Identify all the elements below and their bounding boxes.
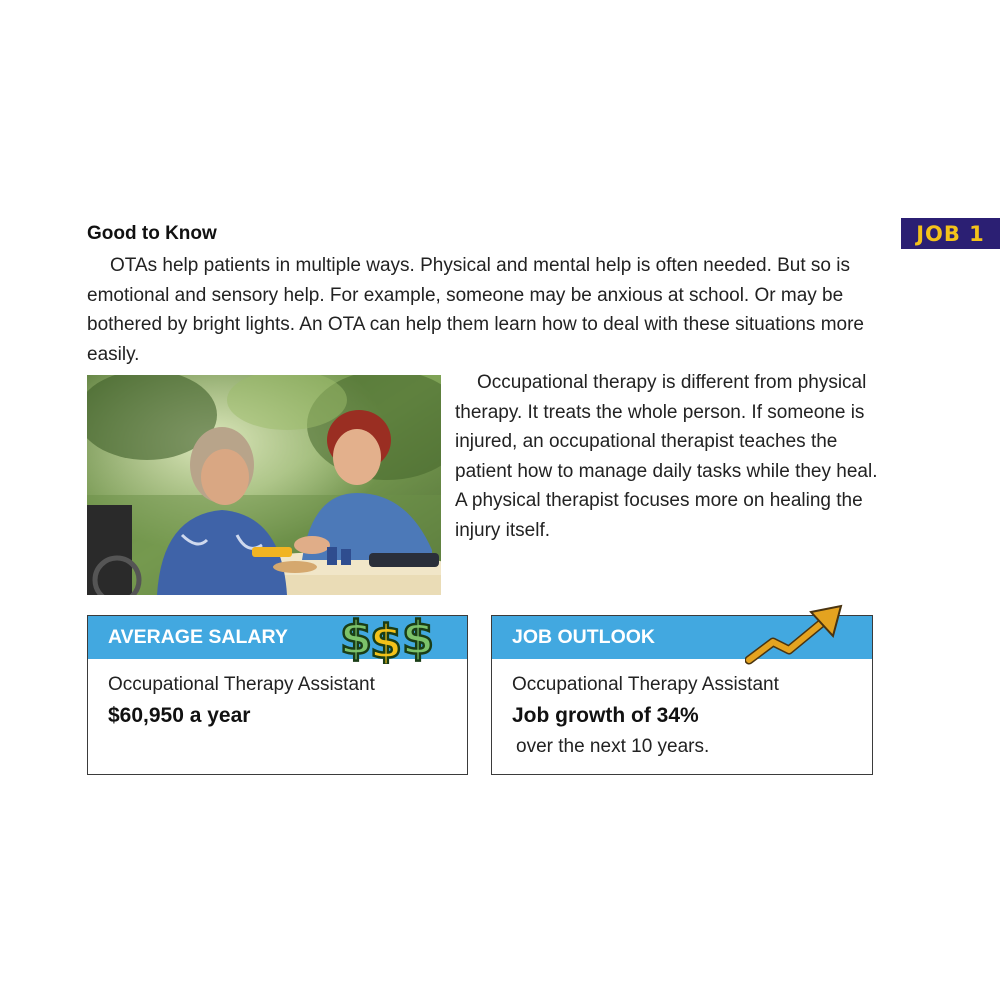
job-tab: JOB 1 <box>901 218 1000 249</box>
outlook-job-title: Occupational Therapy Assistant <box>512 674 779 695</box>
salary-value: $60,950 a year <box>108 704 251 727</box>
therapist-patient-photo <box>87 375 441 595</box>
svg-text:$: $ <box>370 615 403 664</box>
outlook-growth-value: Job growth of 34% <box>512 704 699 727</box>
average-salary-header <box>88 611 467 664</box>
outlook-period: over the next 10 years. <box>516 736 710 757</box>
svg-text:$: $ <box>402 611 435 664</box>
rising-arrow-icon <box>745 604 845 672</box>
therapy-comparison-paragraph: Occupational therapy is different from physical therapy. It treats the whole person. If someone is injured, an occupational therapist teaches the patient how to manage daily tasks while they heal. A physical therapist focuses more on healing the injury itself. <box>455 372 878 541</box>
average-salary-box <box>87 611 468 775</box>
average-salary-title: AVERAGE SALARY <box>108 626 288 648</box>
dollar-signs-icon <box>340 610 435 670</box>
intro-paragraph: OTAs help patients in multiple ways. Physical and mental help is often needed. But so is emotional and sensory help. For example, someone may be anxious at school. Or may be bothered by bright lights. An OTA can help them learn how to deal with these situations more easily. <box>87 255 864 365</box>
salary-job-title: Occupational Therapy Assistant <box>108 674 375 695</box>
job-outlook-box <box>491 615 873 775</box>
job-outlook-header <box>492 616 872 659</box>
job-outlook-title: JOB OUTLOOK <box>512 626 656 648</box>
good-to-know-heading: Good to Know <box>87 223 217 244</box>
svg-text:$: $ <box>340 611 373 664</box>
